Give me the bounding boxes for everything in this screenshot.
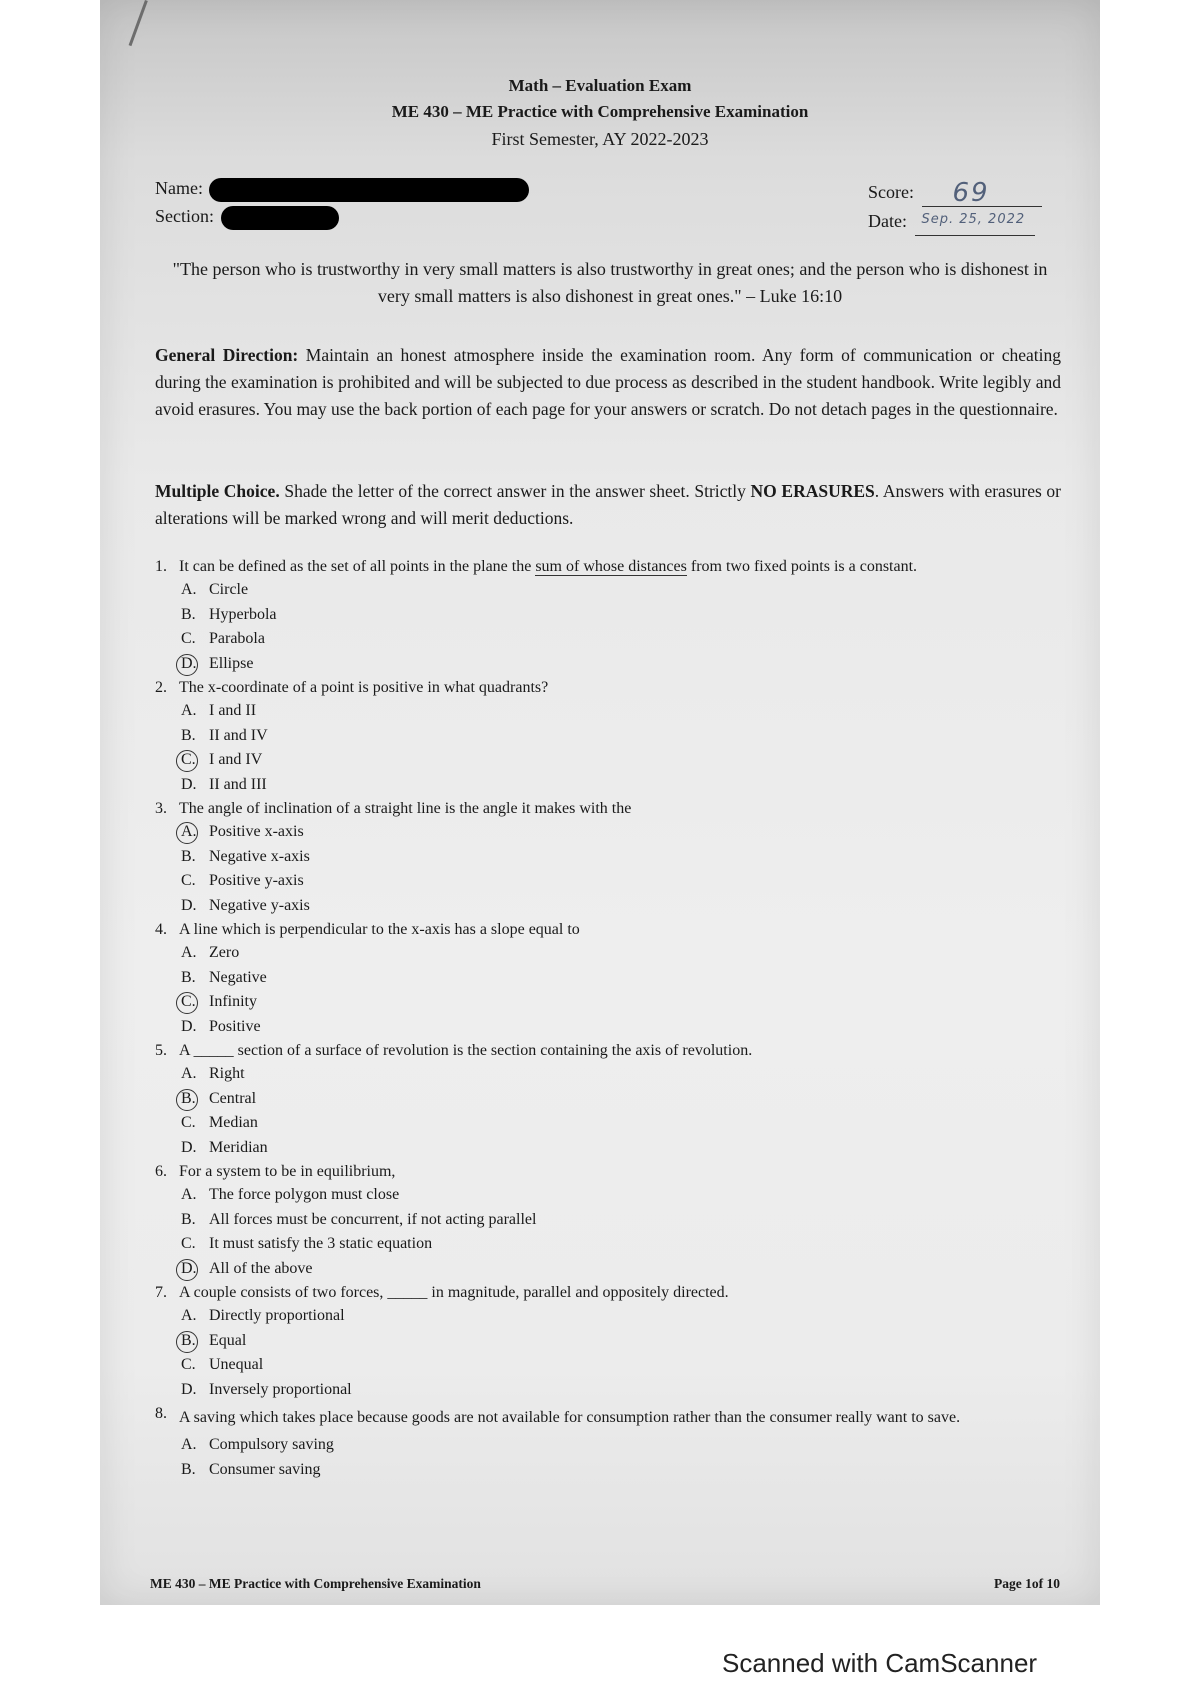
score-label: Score: (868, 182, 914, 202)
section-redaction (221, 206, 339, 230)
question-text-underlined: sum of whose distances (535, 558, 687, 575)
option-d-circled: D. All of the above (181, 1257, 1065, 1282)
question-list (155, 555, 1065, 1482)
question-text: A _____ section of a surface of revolution is the section containing the axis of revolution. (179, 1042, 753, 1059)
option-a: A. I and II (181, 702, 257, 719)
course-title: ME 430 – ME Practice with Comprehensive Examination (391, 102, 809, 121)
option-d: D. Positive (181, 1017, 261, 1035)
score-line (922, 178, 1042, 208)
option-a: A. Right (181, 1065, 245, 1082)
option-b: B. Hyperbola (181, 605, 277, 623)
date-line (915, 212, 1035, 236)
question-number: 5. (155, 1042, 167, 1059)
question-2 (155, 676, 1065, 797)
option-c: C. Parabola (181, 630, 265, 647)
question-text-end: from two fixed points is a constant. (686, 558, 918, 575)
exam-paper (100, 0, 1100, 1605)
score-value: 69 (952, 178, 990, 208)
question-5 (155, 1039, 1065, 1160)
name-row (155, 174, 529, 202)
option-c-circled: C. Infinity (181, 990, 1065, 1015)
question-text: The angle of inclination of a straight line is the angle it makes with the (179, 800, 632, 817)
option-d: D. Inversely proportional (181, 1380, 352, 1398)
page-number: Page 1of 10 (994, 1576, 1060, 1591)
no-erasures-emphasis: NO ERASURES (750, 481, 875, 501)
multiple-choice-text-after: . Answers with erasures or alterations will be marked wrong and will merit deductions. (155, 481, 1062, 528)
option-c: C. Median (181, 1114, 258, 1131)
question-8 (155, 1402, 1065, 1482)
question-3 (155, 797, 1065, 918)
bible-quote: "The person who is trustworthy in very small matters is also trustworthy in great ones; and the person who is dishonest in very small matters is also dishonest in great ones." – Luke 16:10 (172, 259, 1048, 306)
question-number: 2. (155, 679, 167, 696)
score-date-block (868, 178, 1042, 236)
multiple-choice-label: Multiple Choice. (155, 481, 280, 501)
option-b: B. Negative (181, 968, 267, 986)
question-6 (155, 1160, 1065, 1281)
option-b: B. Consumer saving (181, 1460, 321, 1478)
option-a: A. The force polygon must close (181, 1186, 400, 1203)
date-row (868, 207, 1042, 236)
option-b-circled: B. Central (181, 1087, 1065, 1112)
section-label: Section: (155, 206, 214, 226)
question-1 (155, 555, 1065, 676)
option-d: D. Meridian (181, 1138, 268, 1156)
option-b: B. All forces must be concurrent, if not acting parallel (181, 1210, 537, 1228)
option-c: C. It must satisfy the 3 static equation (181, 1235, 433, 1252)
general-direction (155, 342, 1061, 423)
question-number: 7. (155, 1284, 167, 1301)
question-4 (155, 918, 1065, 1039)
option-b: B. Negative x-axis (181, 847, 310, 865)
option-d: D. II and III (181, 775, 267, 793)
option-a: A. Circle (181, 581, 249, 598)
question-number: 4. (155, 921, 167, 938)
section-row (155, 202, 529, 230)
option-c: C. Positive y-axis (181, 872, 304, 889)
question-text: For a system to be in equilibrium, (179, 1163, 396, 1180)
option-c-circled: C. I and IV (181, 748, 1065, 773)
exam-header (100, 73, 1100, 153)
general-direction-text: Maintain an honest atmosphere inside the examination room. Any form of communication or cheating during the examination is prohibited and will be subjected to due process as described in the student handbook. Write legibly and avoid erasures. You may use the back portion of each page for your answers or scratch. Do not detach pages in the questionnaire. (155, 345, 1061, 419)
option-d: D. Negative y-axis (181, 896, 310, 914)
option-a-circled: A. Positive x-axis (181, 820, 1065, 845)
question-text: A saving which takes place because goods are not available for consumption rather than the consumer really want to save. (179, 1409, 961, 1426)
student-info (155, 174, 529, 230)
page-fold-mark (129, 0, 148, 46)
name-label: Name: (155, 178, 203, 198)
footer-course: ME 430 – ME Practice with Comprehensive Examination (150, 1576, 481, 1591)
question-number: 6. (155, 1163, 167, 1180)
score-row (868, 178, 1042, 207)
date-label: Date: (868, 211, 907, 231)
question-text: A line which is perpendicular to the x-axis has a slope equal to (179, 921, 580, 938)
name-redaction (209, 178, 529, 202)
question-7 (155, 1281, 1065, 1402)
option-b-circled: B. Equal (181, 1329, 1065, 1354)
multiple-choice-instructions (155, 478, 1061, 532)
exam-title: Math – Evaluation Exam (508, 76, 692, 95)
option-a: A. Compulsory saving (181, 1436, 334, 1453)
option-a: A. Zero (181, 944, 240, 961)
general-direction-label: General Direction: (155, 345, 299, 365)
option-b: B. II and IV (181, 726, 268, 744)
question-number: 1. (155, 558, 167, 575)
multiple-choice-text: Shade the letter of the correct answer in the answer sheet. Strictly (279, 481, 751, 501)
camscanner-watermark: Scanned with CamScanner (722, 1648, 1038, 1678)
option-a: A. Directly proportional (181, 1307, 345, 1324)
option-c: C. Unequal (181, 1356, 264, 1373)
question-number: 3. (155, 800, 167, 817)
question-text: The x-coordinate of a point is positive in what quadrants? (179, 679, 549, 696)
date-value: Sep. 25, 2022 (921, 212, 1026, 227)
option-d-circled: D. Ellipse (181, 652, 1065, 677)
page-footer (150, 1576, 1060, 1592)
semester: First Semester, AY 2022-2023 (491, 129, 709, 149)
question-text: A couple consists of two forces, _____ in magnitude, parallel and oppositely directed. (179, 1284, 729, 1301)
question-number: 8. (155, 1405, 167, 1422)
question-text: It can be defined as the set of all points in the plane the (179, 558, 536, 575)
